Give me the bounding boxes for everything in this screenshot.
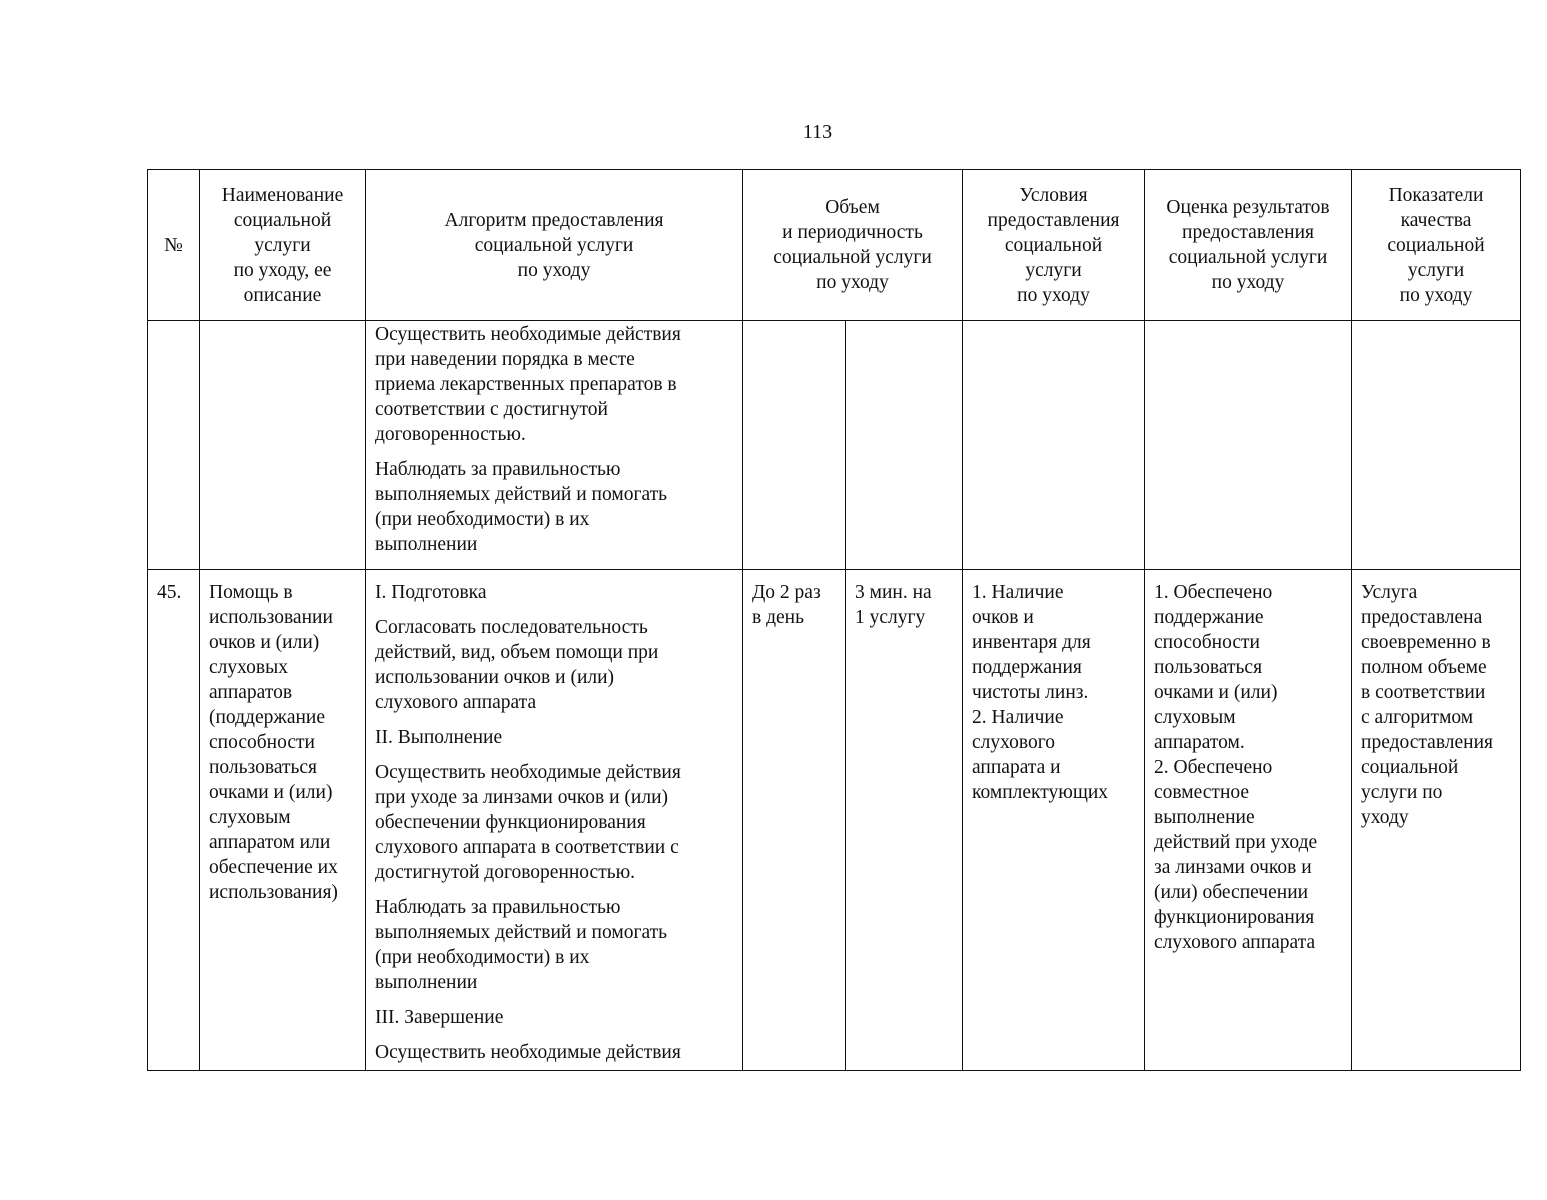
cont-volume-cell bbox=[743, 321, 846, 570]
header-evaluation: Оценка результатов предоставления социальной услуги по уходу bbox=[1145, 170, 1352, 321]
algorithm-paragraph: Согласовать последовательность действий, вид, объем помощи при использовании очков и (или) слухового аппарата bbox=[375, 617, 659, 713]
header-quality: Показатели качества социальной услуги по уходу bbox=[1352, 170, 1521, 321]
conditions-cell: 1. Наличие очков и инвентаря для поддержания чистоты линз. 2. Наличие слухового аппарата и комплектующих bbox=[963, 570, 1145, 1071]
algorithm-paragraph: Осуществить необходимые действия при наведении порядка в месте приема лекарственных препаратов в соответствии с достигнутой договоренностью. bbox=[375, 324, 681, 445]
algorithm-paragraph: I. Подготовка bbox=[375, 582, 487, 603]
page-number: 113 bbox=[802, 121, 833, 143]
algorithm-paragraph: Наблюдать за правильностью выполняемых действий и помогать (при необходимости) в их выполнении bbox=[375, 897, 668, 993]
table-row-continuation bbox=[148, 321, 1521, 570]
header-algorithm: Алгоритм предоставления социальной услуги по уходу bbox=[366, 170, 743, 321]
algorithm-paragraph: Осуществить необходимые действия при уходе за линзами очков и (или) обеспечении функционирования слухового аппарата в соответствии с достигнутой договоренностью. bbox=[375, 762, 681, 883]
cont-conditions-cell bbox=[963, 321, 1145, 570]
cont-periodicity-cell bbox=[846, 321, 963, 570]
cont-algorithm-cell bbox=[366, 321, 743, 570]
header-name: Наименование социальной услуги по уходу, ее описание bbox=[200, 170, 366, 321]
header-number: № bbox=[148, 170, 200, 321]
service-name-cell: Помощь в использовании очков и (или) слуховых аппаратов (поддержание способности пользоваться очками и (или) слуховым аппаратом или обеспечение их использования) bbox=[200, 570, 366, 1071]
header-volume: Объем и периодичность социальной услуги по уходу bbox=[743, 170, 963, 321]
row-number-cell: 45. bbox=[148, 570, 200, 1071]
algorithm-paragraph: Наблюдать за правильностью выполняемых действий и помогать (при необходимости) в их выполнении bbox=[375, 459, 668, 555]
algorithm-paragraph: Осуществить необходимые действия bbox=[375, 1042, 681, 1063]
algorithm-paragraph: II. Выполнение bbox=[375, 727, 503, 748]
volume-cell: До 2 раз в день bbox=[743, 570, 846, 1071]
table-header-row bbox=[148, 170, 1521, 321]
algorithm-cell bbox=[366, 570, 743, 1071]
header-conditions: Условия предоставления социальной услуги по уходу bbox=[963, 170, 1145, 321]
quality-cell: Услуга предоставлена своевременно в полном объеме в соответствии с алгоритмом предоставления социальной услуги по уходу bbox=[1352, 570, 1521, 1071]
services-table bbox=[147, 169, 1521, 1071]
cont-evaluation-cell bbox=[1145, 321, 1352, 570]
cont-name-cell bbox=[200, 321, 366, 570]
table-row-45 bbox=[148, 570, 1521, 1071]
cont-quality-cell bbox=[1352, 321, 1521, 570]
cont-number-cell bbox=[148, 321, 200, 570]
evaluation-cell: 1. Обеспечено поддержание способности пользоваться очками и (или) слуховым аппаратом. 2. Обеспечено совместное выполнение действий при уходе за линзами очков и (или) обеспечении функционирования слухового аппарата bbox=[1145, 570, 1352, 1071]
algorithm-paragraph: III. Завершение bbox=[375, 1007, 504, 1028]
periodicity-cell: 3 мин. на 1 услугу bbox=[846, 570, 963, 1071]
